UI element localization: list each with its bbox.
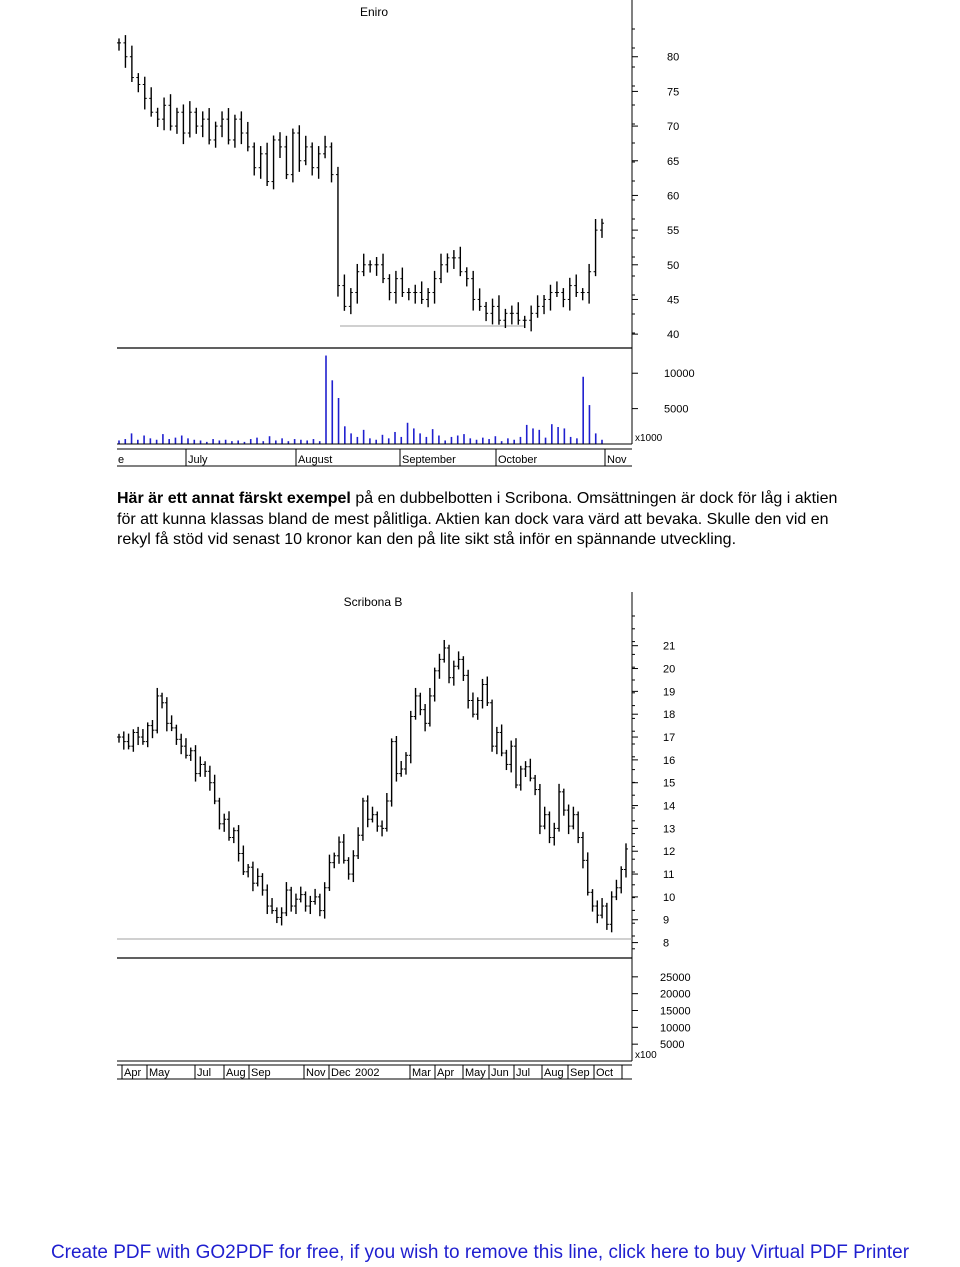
price-tick-label: 40 <box>667 329 680 342</box>
price-bar <box>574 274 578 296</box>
month-label: Aug <box>226 1067 246 1079</box>
price-tick-label: 20 <box>663 663 676 676</box>
month-label: May <box>149 1067 170 1079</box>
price-bar <box>399 761 403 777</box>
price-bar <box>528 759 532 782</box>
volume-tick-label: 15000 <box>660 1005 691 1018</box>
price-bar <box>514 738 518 788</box>
price-bar <box>471 693 475 718</box>
price-bar <box>490 700 494 752</box>
price-bar <box>510 306 514 325</box>
price-bar <box>465 267 469 286</box>
price-bar <box>409 711 413 763</box>
volume-tick-label: 10000 <box>660 1022 691 1035</box>
price-bar <box>476 697 480 719</box>
price-bars <box>117 35 604 331</box>
price-bar <box>214 122 218 148</box>
price-bar <box>557 784 561 832</box>
price-bar <box>256 868 260 886</box>
price-bar <box>587 264 591 304</box>
price-bar <box>516 302 520 324</box>
price-bar <box>149 87 153 116</box>
volume-bars <box>119 356 602 444</box>
price-bar <box>418 693 422 715</box>
price-bar <box>458 247 462 276</box>
price-bar <box>497 295 501 324</box>
price-bars <box>117 640 628 932</box>
price-bar <box>336 167 340 297</box>
month-label: Jun <box>491 1067 509 1079</box>
price-bar <box>428 688 432 727</box>
month-axis <box>117 449 632 466</box>
price-bar <box>289 887 293 912</box>
price-bar <box>481 679 485 709</box>
price-bar <box>213 775 217 804</box>
price-bar <box>299 887 303 903</box>
price-bar <box>437 654 441 679</box>
month-label: Apr <box>124 1067 142 1079</box>
price-bar <box>189 748 193 761</box>
volume-tick-label: 20000 <box>660 988 691 1001</box>
price-bar <box>251 862 255 892</box>
price-bar <box>368 260 372 272</box>
price-bar <box>466 670 470 709</box>
price-bar <box>188 101 192 137</box>
month-label: Apr <box>437 1067 455 1079</box>
price-bar <box>146 722 150 747</box>
month-label: e <box>118 454 125 466</box>
price-bar <box>265 884 269 914</box>
price-bar <box>327 855 331 891</box>
price-bar <box>356 827 360 859</box>
price-bar <box>362 254 366 276</box>
price-bar <box>509 741 513 773</box>
price-bar <box>241 846 245 875</box>
month-label: Nov <box>306 1067 326 1079</box>
price-bar <box>208 766 212 791</box>
month-label: May <box>465 1067 486 1079</box>
price-bar <box>175 108 179 134</box>
price-tick-label: 13 <box>663 823 676 836</box>
price-bar <box>485 677 489 706</box>
price-bar <box>442 640 446 663</box>
price-bar <box>562 789 566 816</box>
price-bar <box>407 288 411 300</box>
month-label: 2002 <box>355 1067 380 1079</box>
volume-multiplier-label: x1000 <box>635 433 663 444</box>
price-bar <box>217 798 221 830</box>
price-bar <box>246 122 250 151</box>
price-tick-label: 12 <box>663 846 676 859</box>
price-bar <box>591 889 595 911</box>
month-label: September <box>402 454 456 466</box>
month-label: July <box>188 454 208 466</box>
price-bar <box>136 73 140 92</box>
price-tick-label: 80 <box>667 51 680 64</box>
price-bar <box>342 834 346 863</box>
price-bar <box>400 268 404 297</box>
price-tick-label: 9 <box>663 914 670 927</box>
price-bar <box>310 142 314 175</box>
price-bar <box>220 111 224 137</box>
price-tick-label: 19 <box>663 686 676 699</box>
price-bar <box>404 752 408 774</box>
price-tick-label: 17 <box>663 732 676 745</box>
month-label: Mar <box>412 1067 431 1079</box>
price-bar <box>529 306 533 332</box>
price-bar <box>366 795 370 827</box>
month-axis <box>117 1065 632 1079</box>
month-label: Nov <box>607 454 627 466</box>
month-label: Sep <box>570 1067 590 1079</box>
price-bar <box>304 891 308 911</box>
price-bar <box>555 281 559 297</box>
price-axis-ticks <box>632 616 675 950</box>
price-bar <box>160 693 164 709</box>
price-bar <box>252 142 256 175</box>
price-bar <box>380 821 384 837</box>
price-bar <box>170 715 174 731</box>
price-bar <box>614 880 618 900</box>
price-bar <box>452 661 456 686</box>
chart-title: Eniro <box>359 5 389 19</box>
price-bar <box>203 761 207 777</box>
price-bar <box>297 125 301 172</box>
price-bar <box>174 725 178 745</box>
price-bar <box>141 729 145 745</box>
price-bar <box>536 295 540 317</box>
paragraph-lead: Här är ett annat färskt exempel <box>117 490 351 507</box>
chart-title: Scribona B <box>343 595 403 609</box>
price-bar <box>594 219 598 276</box>
price-bar <box>323 136 327 158</box>
price-bar <box>237 825 241 861</box>
price-bar <box>165 697 169 731</box>
price-bar <box>194 108 198 134</box>
price-bar <box>232 827 236 843</box>
price-tick-label: 50 <box>667 259 680 272</box>
price-bar <box>452 250 456 269</box>
price-tick-label: 45 <box>667 294 680 307</box>
price-bar <box>122 731 126 749</box>
volume-tick-label: 25000 <box>660 971 691 984</box>
price-tick-label: 60 <box>667 190 680 203</box>
pdf-footer-link[interactable]: Create PDF with GO2PDF for free, if you wish to remove this line, click here to buy Virtual PDF Printer <box>50 1242 910 1263</box>
price-bar <box>495 727 499 754</box>
price-bar <box>619 866 623 893</box>
price-bar <box>117 38 121 50</box>
price-bar <box>595 900 599 923</box>
price-bar <box>447 645 451 683</box>
price-bar <box>624 843 628 877</box>
price-bar <box>581 832 585 868</box>
price-bar <box>548 285 552 311</box>
price-bar <box>181 104 185 144</box>
price-bar <box>500 724 504 756</box>
price-bar <box>291 129 295 183</box>
price-bar <box>308 896 312 914</box>
price-bar <box>461 656 465 681</box>
price-tick-label: 8 <box>663 937 670 950</box>
price-bar <box>260 873 264 895</box>
price-bar <box>600 898 604 918</box>
price-bar <box>552 823 556 846</box>
price-bar <box>413 285 417 304</box>
month-label: Jul <box>516 1067 531 1079</box>
volume-multiplier-label: x100 <box>635 1050 657 1061</box>
price-bar <box>246 864 250 877</box>
month-label: Sep <box>251 1067 271 1079</box>
price-bar <box>318 894 322 916</box>
price-bar <box>568 278 572 311</box>
price-bar <box>394 736 398 782</box>
price-bar <box>201 111 205 137</box>
price-bar <box>547 811 551 843</box>
price-bar <box>131 729 135 751</box>
price-bar <box>198 756 202 776</box>
price-bar <box>155 688 159 733</box>
eniro-chart <box>0 0 960 480</box>
price-bar <box>275 907 279 923</box>
price-bar <box>233 115 237 148</box>
month-label: Dec <box>331 1067 351 1079</box>
price-bar <box>610 891 614 932</box>
price-bar <box>347 857 351 879</box>
price-bar <box>433 271 437 304</box>
paragraph-body: på en dubbelbotten i Scribona. Omsättningen är dock för låg i aktien för att kunna klassas bland de mest pålitliga. Aktien kan dock vara värd att bevaka. Skulle den vid en rekyl få stöd vid senast 10 kronor kan den på lite sikt stå inför en spännande utveckling. <box>117 490 838 548</box>
price-bar <box>207 108 211 144</box>
price-bar <box>420 281 424 303</box>
price-tick-label: 65 <box>667 155 680 168</box>
price-bar <box>349 288 353 314</box>
price-bar <box>337 836 341 863</box>
price-tick-label: 21 <box>663 640 676 653</box>
price-bar <box>375 257 379 276</box>
price-bar <box>491 299 495 325</box>
price-bar <box>278 132 282 158</box>
price-bar <box>184 738 188 758</box>
price-bar <box>179 734 183 754</box>
price-bar <box>222 814 226 832</box>
price-bar <box>272 136 276 190</box>
price-tick-label: 55 <box>667 225 680 238</box>
price-bar <box>387 274 391 300</box>
price-bar <box>156 108 160 127</box>
volume-tick-label: 5000 <box>664 403 689 416</box>
price-bar <box>130 46 134 82</box>
price-bar <box>586 852 590 895</box>
price-bar <box>567 805 571 835</box>
price-bar <box>414 688 418 720</box>
price-bar <box>433 668 437 702</box>
price-bar <box>457 651 461 669</box>
price-bar <box>542 295 546 314</box>
price-bar <box>150 720 154 738</box>
price-bar <box>330 142 334 182</box>
price-tick-label: 10 <box>663 891 676 904</box>
volume-tick-label: 10000 <box>664 368 695 381</box>
price-bar <box>239 111 243 144</box>
month-label: Aug <box>544 1067 564 1079</box>
price-bar <box>143 77 147 110</box>
price-bar <box>375 811 379 831</box>
price-bar <box>543 807 547 830</box>
price-bar <box>304 136 308 165</box>
price-bar <box>342 274 346 310</box>
volume-axis-ticks <box>632 972 691 1051</box>
price-bar <box>538 784 542 834</box>
price-bar <box>605 903 609 930</box>
price-bar <box>162 98 166 131</box>
price-bar <box>127 734 131 750</box>
month-label: Jul <box>197 1067 212 1079</box>
month-label: October <box>498 454 538 466</box>
price-bar <box>484 302 488 321</box>
price-tick-label: 18 <box>663 709 676 722</box>
price-bar <box>284 882 288 916</box>
price-bar <box>390 738 394 806</box>
price-bar <box>227 811 231 840</box>
price-bar <box>280 907 284 925</box>
price-bar <box>323 882 327 918</box>
price-bar <box>581 288 585 300</box>
price-axis-ticks <box>632 29 679 341</box>
price-bar <box>169 94 173 130</box>
month-label: August <box>298 454 333 466</box>
price-bar <box>561 288 565 307</box>
price-bar <box>504 750 508 770</box>
article-paragraph <box>117 489 847 551</box>
price-bar <box>284 136 288 179</box>
volume-axis-ticks <box>632 368 695 415</box>
price-bar <box>270 898 274 914</box>
price-bar <box>381 254 385 283</box>
price-bar <box>332 853 336 869</box>
price-bar <box>351 850 355 882</box>
price-bar <box>439 254 443 283</box>
price-bar <box>361 798 365 841</box>
price-tick-label: 11 <box>663 869 675 882</box>
price-bar <box>426 288 430 307</box>
price-tick-label: 70 <box>667 121 680 134</box>
scribona-chart <box>0 588 960 1088</box>
price-tick-label: 15 <box>663 777 676 790</box>
price-tick-label: 14 <box>663 800 676 813</box>
price-bar <box>294 894 298 914</box>
price-bar <box>313 889 317 905</box>
price-bar <box>503 309 507 328</box>
price-bar <box>576 811 580 843</box>
price-bar <box>259 146 263 179</box>
price-bar <box>317 146 321 179</box>
price-bar <box>519 766 523 791</box>
price-bar <box>478 288 482 310</box>
price-bar <box>194 745 198 781</box>
price-bar <box>136 727 140 745</box>
price-bar <box>394 271 398 304</box>
volume-tick-label: 5000 <box>660 1039 685 1052</box>
price-bar <box>226 108 230 144</box>
price-bar <box>445 253 449 272</box>
price-bar <box>355 264 359 304</box>
price-bar <box>265 143 269 186</box>
price-bar <box>533 775 537 795</box>
month-label: Oct <box>596 1067 614 1079</box>
price-tick-label: 75 <box>667 86 680 99</box>
price-bar <box>385 793 389 832</box>
price-bar <box>117 734 121 743</box>
price-tick-label: 16 <box>663 754 676 767</box>
price-bar <box>123 35 127 68</box>
price-bar <box>371 807 375 823</box>
price-bar <box>524 761 528 777</box>
price-bar <box>600 219 604 238</box>
price-bar <box>471 271 475 311</box>
price-bar <box>423 704 427 731</box>
price-bar <box>571 807 575 830</box>
